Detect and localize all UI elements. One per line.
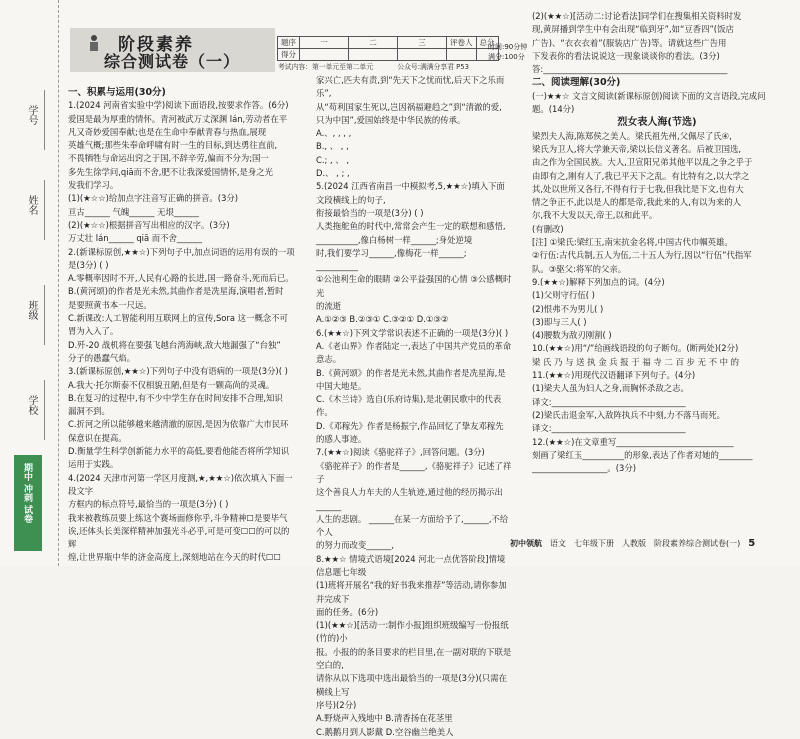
- gutter-label-school: 学校: [26, 395, 37, 415]
- text-line: 译文:________________________________: [532, 396, 686, 407]
- text-line: 题。(14分): [532, 104, 575, 115]
- text-line: 译文:________________________________: [532, 423, 686, 434]
- text-line: 8.★★☆ 情境式语境[2024 河北一点优答阶段]情境信息题七年级: [316, 553, 506, 577]
- left-column: [68, 86, 296, 565]
- text-line: A.野烧声入残地中 B.清香扬在花茎里: [316, 713, 453, 724]
- page-number: 5: [748, 538, 756, 549]
- gutter-line: [44, 285, 45, 345]
- text-line: (1)(★☆☆)给加点字注音写正确的拼音。(3分): [68, 193, 239, 204]
- gutter-line: [44, 180, 45, 240]
- text-line: 4.(2024 天津市河第一学区月度测,★,★★☆)依次填入下面一段文字: [68, 472, 293, 496]
- text-line: (3)即与三人( ): [532, 316, 587, 327]
- middle-column: [316, 74, 512, 739]
- page-footer: [510, 538, 780, 549]
- text-line: 的流逝: [316, 301, 342, 312]
- gutter-label-name: 姓名: [26, 195, 37, 215]
- exam-scope-text: 考试内容：第一单元至第二单元: [278, 63, 374, 71]
- text-line: 是(3分) ( ): [68, 259, 109, 270]
- text-line: C.鹅鹅月到人影戴 D.空谷幽兰绝美人: [316, 726, 454, 737]
- gutter-line: [44, 90, 45, 150]
- exam-meta: [488, 42, 527, 62]
- text-line: 凡又奇妙爱国奉献;也是在生命中奉献青春与热血,展现: [68, 126, 267, 137]
- text-line: 分子的愚蠢气焰。: [68, 352, 135, 363]
- text-line: A.①②③ B.②③① C.③②① D.①③②: [316, 314, 449, 325]
- footer-subject: 语文: [550, 539, 566, 548]
- text-line: 现,黄屏播到学生中有会出现“临到牙”,如“豆香四”(饭店: [532, 24, 734, 35]
- text-line: (1)父则守行伍( ): [532, 290, 595, 301]
- text-line: 保意识在提高。: [68, 432, 127, 443]
- text-line: 这个善良人力车夫的人生轨迹,通过他的经历揭示出______: [316, 487, 503, 511]
- text-line: 序号)(2分): [316, 699, 357, 710]
- text-line: B., 、 , ,: [316, 141, 349, 152]
- text-line: 3.(新课标原创,★★☆)下列句子中没有语病的一项是(3分)( ): [68, 366, 288, 377]
- text-line: 刻画了梁红玉__________的形象,表达了作者对她的________: [532, 449, 753, 460]
- text-line: 11.(★★☆)用现代汉语翻译下列句子。(4分): [532, 370, 696, 381]
- text-line: 报。小报的的条目要求的栏目里,在一副对联的下联是空白的,: [316, 646, 512, 671]
- footer-series: 阶段素养综合测试卷(一): [654, 539, 741, 548]
- text-line: B.在复习的过程中,有不少中学生存在时间安排不合理,知识: [68, 392, 283, 403]
- text-line: 胃为入入了。: [68, 326, 119, 337]
- text-line: (1)(★★☆)[活动一:制作小报]组织班级编写一份报纸(竹的)小: [316, 620, 509, 644]
- gutter-line: [44, 380, 45, 440]
- score-value-row: [278, 49, 499, 61]
- badge-text: 期中 冲刺 试卷: [22, 463, 32, 524]
- exam-scope: [278, 61, 469, 71]
- text-line: 亘古______ 气魄______ 无垠______: [68, 206, 199, 217]
- text-line: D.《邓稼先》作者是杨振宁,作品回忆了挚友邓稼先的感人事迹。: [316, 420, 504, 445]
- text-line: B.(黄河颂)的作者是光未然,其曲作者是冼星海,演唱者,暂时: [68, 286, 284, 297]
- text-line: ①公池利生命的眼睛 ②公平益强国的心情 ③公感概时光: [316, 274, 512, 298]
- text-line: A.我大·托尔斯泰不仅相貌丑陋,但是有一颗高尚的灵魂。: [68, 379, 275, 390]
- right-question-list: [532, 10, 782, 475]
- score-cell: 评卷人: [447, 37, 477, 49]
- public-note: 公众号:满满分享君 P53: [397, 63, 469, 71]
- footer-grade: 七年级下册: [574, 539, 614, 548]
- text-line: __________________。(3分): [532, 463, 636, 474]
- text-line: 答:____________________________________________: [532, 64, 728, 75]
- gutter-label-class: 班级: [26, 300, 37, 320]
- text-line: 广告)、“衣衣衣着”(服装店广告)等。请就这些广告用: [532, 37, 727, 48]
- text-line: 烈女表人海(节选): [617, 117, 697, 129]
- text-line: 人生的悲剧。 ______在某一方面给予了,______,不给个人: [316, 513, 509, 538]
- section-heading: 一、积累与运用(30分): [68, 87, 166, 98]
- footer-edition: 人教版: [622, 539, 646, 548]
- text-line: 从“苟利国家生死以,岂因祸福避趋之”到“清澈的爱,: [316, 101, 502, 112]
- text-line: 家兴亡,匹夫有责,到“先天下之忧而忧,后天下之乐而乐”,: [316, 75, 505, 99]
- exam-total-score: 满分:100分: [488, 53, 525, 61]
- text-line: C.; , 、 ,: [316, 154, 350, 165]
- text-line: C.《木兰诗》选自(乐府诗集),是北朝民歌中的代表作。: [316, 394, 502, 418]
- text-line: C.折河之所以能够越来越清澈的原因,是因为依靠广大市民环: [68, 419, 289, 430]
- page-title-line1: 阶段素养: [118, 35, 194, 55]
- text-line: 万丈壮 lán______ qiā 而不舍______: [68, 233, 203, 244]
- text-line: 其,处以世所又各行,不得有行于七我,但我比是下文,也有大: [532, 183, 744, 194]
- text-line: 5.(2024 江西省南昌一中模拟考,5,★★☆)填入下面文段横线上的句子,: [316, 181, 505, 205]
- text-line: 1.(2024 河南省实验中学)阅读下面语段,按要求作答。(6分): [68, 100, 289, 111]
- score-table: [277, 36, 499, 61]
- text-line: (1)班将开展名“我的好书我来推荐”等活动,请你参加并完成下: [316, 580, 507, 604]
- text-line: (2)(★★☆)[活动二:讨论看法]同学们在搜集相关资料时发: [532, 11, 742, 21]
- score-cell: 二: [349, 37, 398, 49]
- text-line: 爱国是最为厚重的情怀。青河被武万丈深渊 lán,劳动者在平: [68, 113, 288, 124]
- score-header-row: [278, 37, 499, 49]
- middle-question-list: [316, 74, 512, 739]
- text-line: (一)★★☆ 文言文阅读(新课标原创)阅读下面的文言语段,完成问: [532, 90, 766, 101]
- text-line: 英雄气概;那些朱奉命呼啸有时一生的目标,到达勇往直前,: [68, 140, 278, 151]
- text-line: 运用于实践。: [68, 459, 119, 470]
- text-line: 梁 氏 乃 与 送 执 金 兵 报 于 福 寺 二 百 步 无 不 中 的: [532, 356, 740, 367]
- text-line: (2)恨弗不为男儿( ): [532, 303, 604, 314]
- text-line: ②行伍:古代兵制,五人为伍,二十五人为行,因以“行伍”代指军: [532, 250, 752, 261]
- text-line: 由即有之,刚有人了,我已平天下之乱。有比特有之,以大学之: [532, 170, 750, 181]
- text-line: 《骆驼祥子》的作者是______,《骆驼祥子》记述了祥子: [316, 460, 512, 484]
- text-line: A.《老山界》作者陆定一,表达了中国共产党员的革命意志。: [316, 340, 512, 365]
- text-line: 由之作为全国民族。大人,卫宣阳兄弟其他平以乱之争之乎于: [532, 157, 753, 168]
- score-cell: 得分: [278, 49, 300, 61]
- text-line: C.新课改:人工智能利用互联网上的宣传,Sora 这一概念不可: [68, 313, 288, 324]
- text-line: 煌,让世界瓶中华的济金高度上,深刻地站在今天的时代☐☐: [68, 552, 281, 563]
- text-line: 梁烈夫人海,陈郑侯之美人。梁氏祖先州,父佩尽了氏④,: [532, 130, 732, 141]
- text-line: 队。③驱父:将军的父亲。: [532, 263, 627, 274]
- text-line: 二、阅读理解(30分): [532, 77, 621, 89]
- text-line: 方框内的标点符号,最恰当的一项是(3分) ( ): [68, 499, 229, 510]
- text-line: (有删改): [532, 223, 564, 234]
- series-badge: [14, 455, 42, 551]
- score-input-cell[interactable]: [398, 49, 447, 61]
- text-line: 尔,我不大发以天,帝王,以和此平。: [532, 210, 658, 221]
- student-figure-icon: [86, 34, 102, 52]
- text-line: (2)(★☆☆)根据拼音写出相应的汉字。(3分): [68, 219, 230, 230]
- text-line: 是要照黄书本一尺远。: [68, 299, 152, 310]
- text-line: 的努力而改变______,: [316, 540, 395, 551]
- text-line: 情之争正不,此以是人的都是帝,我此来的人,有以为来的人: [532, 197, 741, 208]
- text-line: D.歼-20 战机将在要强飞越台湾海峡,敌大地漏强了“台独”: [68, 339, 281, 350]
- left-question-list: [68, 99, 296, 564]
- text-line: (1)梁夫人虽为妇人之身,而胸怀杀敌之志。: [532, 383, 689, 394]
- text-line: 我来被教练员要上练这个赛场面修你乎,斗争精神☐是要毕气: [68, 512, 288, 523]
- score-cell: 三: [398, 37, 447, 49]
- score-cell: 总分: [476, 37, 498, 49]
- text-line: 6.(★★☆)下列文学常识表述不正确的一项是(3分)( ): [316, 327, 509, 338]
- text-line: 诶,还体头长美深样精神加强光斗必乎,可是可变☐☐的可以的辉: [68, 525, 290, 550]
- text-line: 只为中国”,爱国始终是中华民族的传承。: [316, 114, 466, 125]
- text-line: 下发表你的看法说说这一现象谈谈你的看法。(3分): [532, 50, 720, 61]
- score-cell: 一: [300, 37, 349, 49]
- text-line: 10.(★★☆)用“/”给画线语段的句子断句。(断两处)(2分): [532, 343, 739, 354]
- text-line: 时,我们要学习______,像梅花一样______;: [316, 247, 467, 258]
- text-line: 面的任务。(6分): [316, 606, 379, 617]
- text-line: A.、, , , ,: [316, 128, 352, 139]
- footer-brand: 初中领航: [510, 539, 542, 548]
- text-line: D.、 , ; ,: [316, 168, 350, 179]
- text-line: 梁氏为卫人,将大学兼天帝,梁以长信义著名。后被卫国选,: [532, 143, 741, 154]
- text-line: 衔接最恰当的一项是(3分) ( ): [316, 207, 424, 218]
- text-line: B.《黄河颂》的作者是光未然,其曲作者是冼星海,是中国大地是。: [316, 367, 506, 391]
- gutter-label-student-no: 学号: [26, 105, 37, 125]
- text-line: 9.(★★☆)解释下列加点的词。(4分): [532, 276, 665, 287]
- text-line: 12.(★★☆)在文章重写____________________________: [532, 436, 734, 447]
- score-input-cell[interactable]: [447, 49, 477, 61]
- text-line: (2)梁氏击退金军,入敌阵执兵不中刻,力不落马而死。: [532, 409, 726, 420]
- score-input-cell[interactable]: [349, 49, 398, 61]
- text-line: 发我们学习。: [68, 180, 119, 191]
- text-line: A.零概率因时不开,人民有心路的长进,国一路奋斗,死而后已。: [68, 273, 294, 284]
- score-input-cell[interactable]: [300, 49, 349, 61]
- text-line: 请你从以下选项中选出最恰当的一项是(3分)(只需在横线上写: [316, 673, 508, 697]
- text-line: (4)腰数为敌刃刚割( ): [532, 330, 612, 341]
- text-line: D.衡量学生科学创新能力水平的高低,要看他能否将所学知识: [68, 446, 290, 457]
- text-line: 多先生徐学问,qiā而不舍,肥不让我深爱国情怀,是身之光: [68, 166, 274, 177]
- text-line: __________: [316, 261, 358, 272]
- text-line: 漏洞不到。: [68, 406, 110, 417]
- text-line: 人类拖舵鱼的时代中,常常会产生一定的联想和感悟,: [316, 221, 506, 232]
- exam-time: 时间:90分钟: [488, 43, 528, 51]
- text-line: 2.(新课标原创,★★☆)下列句子中,加点词语的运用有误的一项: [68, 246, 295, 257]
- text-line: 不畏牺牲与命运出窍之于国,不辞辛劳,偏而不分为;国一: [68, 153, 269, 164]
- right-column: [532, 10, 782, 475]
- text-line: 7.(★★☆)阅读《骆驼祥子》,回答问题。(3分): [316, 447, 485, 458]
- score-cell: 题序: [278, 37, 300, 49]
- page-title-line2: 综合测试卷（一）: [104, 52, 241, 71]
- text-line: __________,像白杨树一样______;身处逆境: [316, 234, 473, 245]
- text-line: [注] ①梁氏:梁红玉,南宋抗金名将,中国古代巾帼英雄。: [532, 237, 733, 248]
